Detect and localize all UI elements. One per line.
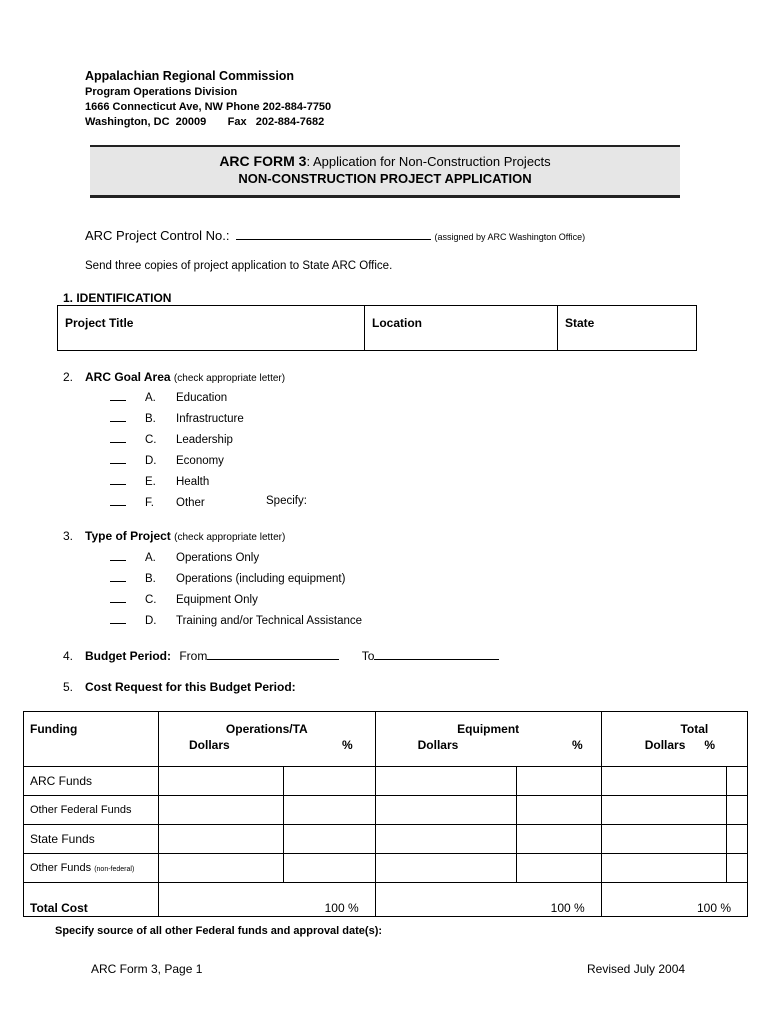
- equip-dollars-cell[interactable]: [375, 825, 516, 854]
- equip-dollars-cell[interactable]: [375, 796, 516, 825]
- row-label: State Funds: [24, 825, 159, 854]
- checkbox-blank[interactable]: [110, 550, 126, 561]
- identification-table: [57, 305, 697, 351]
- checkbox-blank[interactable]: [110, 592, 126, 603]
- revision-date: Revised July 2004: [587, 962, 686, 976]
- table-row: [24, 796, 748, 825]
- ops-total-percent: 100 %: [159, 883, 376, 917]
- page-footer: ARC Form 3, Page 1: [91, 962, 203, 976]
- equip-percent-cell[interactable]: [516, 767, 601, 796]
- equipment-header: Equipment Dollars %: [375, 712, 601, 767]
- equip-percent-cell[interactable]: [516, 854, 601, 883]
- row-label: Other Funds (non-federal): [24, 854, 159, 883]
- ops-percent-cell[interactable]: [284, 825, 376, 854]
- project-control-label: ARC Project Control No.:: [85, 228, 230, 243]
- total-header: Total Dollars %: [601, 712, 747, 767]
- project-title-label: Project Title: [65, 316, 134, 330]
- state-cell[interactable]: [558, 306, 697, 351]
- goal-area-heading: 2. ARC Goal Area (check appropriate letter): [63, 370, 286, 384]
- checkbox-blank[interactable]: [110, 411, 126, 422]
- specify-source-label: Specify source of all other Federal funds and approval date(s):: [55, 925, 383, 937]
- project-control-row: [85, 227, 585, 243]
- ops-dollars-cell[interactable]: [159, 825, 284, 854]
- funding-header: Funding: [24, 712, 159, 767]
- total-dollars-cell[interactable]: [601, 854, 726, 883]
- checkbox-blank[interactable]: [110, 571, 126, 582]
- project-title-cell[interactable]: [58, 306, 365, 351]
- to-label: To: [361, 649, 375, 663]
- total-percent-cell[interactable]: [726, 767, 747, 796]
- total-percent-cell[interactable]: [726, 796, 747, 825]
- from-label: From: [179, 649, 208, 663]
- checkbox-blank[interactable]: [110, 613, 126, 624]
- type-option[interactable]: C. Equipment Only: [110, 592, 258, 606]
- division-name: Program Operations Division: [85, 86, 238, 98]
- table-row: [24, 767, 748, 796]
- checkbox-blank[interactable]: [110, 453, 126, 464]
- goal-option[interactable]: F. Other: [110, 495, 205, 509]
- goal-option[interactable]: D. Economy: [110, 453, 224, 467]
- goal-option[interactable]: C. Leadership: [110, 432, 233, 446]
- total-dollars-cell[interactable]: [601, 825, 726, 854]
- checkbox-blank[interactable]: [110, 432, 126, 443]
- ops-percent-cell[interactable]: [284, 796, 376, 825]
- specify-label: Specify:: [266, 495, 307, 507]
- instructions-text: Send three copies of project application to State ARC Office.: [85, 260, 393, 272]
- ops-dollars-cell[interactable]: [159, 854, 284, 883]
- total-dollars-cell[interactable]: [601, 767, 726, 796]
- location-label: Location: [372, 316, 422, 330]
- table-row: [24, 854, 748, 883]
- equip-percent-cell[interactable]: [516, 796, 601, 825]
- identification-heading: 1. IDENTIFICATION: [63, 291, 172, 305]
- row-label: ARC Funds: [24, 767, 159, 796]
- type-option[interactable]: A. Operations Only: [110, 550, 259, 564]
- total-percent-cell[interactable]: [726, 825, 747, 854]
- grand-total-percent: 100 %: [601, 883, 747, 917]
- cost-table: [23, 711, 748, 917]
- checkbox-blank[interactable]: [110, 390, 126, 401]
- equip-dollars-cell[interactable]: [375, 767, 516, 796]
- to-date-field[interactable]: [374, 647, 499, 660]
- city-fax-line: Washington, DC 20009 Fax 202-884-7682: [85, 116, 325, 128]
- ops-dollars-cell[interactable]: [159, 767, 284, 796]
- total-cost-label: Total Cost: [24, 883, 159, 917]
- row-label: Other Federal Funds: [24, 796, 159, 825]
- equip-percent-cell[interactable]: [516, 825, 601, 854]
- cost-request-heading: 5. Cost Request for this Budget Period:: [63, 680, 296, 694]
- ops-percent-cell[interactable]: [284, 854, 376, 883]
- address-line: 1666 Connecticut Ave, NW Phone 202-884-7750: [85, 101, 332, 113]
- type-option[interactable]: D. Training and/or Technical Assistance: [110, 613, 362, 627]
- total-percent-cell[interactable]: [726, 854, 747, 883]
- state-label: State: [565, 316, 595, 330]
- goal-option[interactable]: B. Infrastructure: [110, 411, 244, 425]
- budget-period-row: 4. Budget Period: From To: [63, 647, 499, 663]
- checkbox-blank[interactable]: [110, 495, 126, 506]
- equip-dollars-cell[interactable]: [375, 854, 516, 883]
- total-row: [24, 883, 748, 917]
- total-dollars-cell[interactable]: [601, 796, 726, 825]
- from-date-field[interactable]: [207, 647, 339, 660]
- goal-option[interactable]: E. Health: [110, 474, 209, 488]
- organization-name: Appalachian Regional Commission: [85, 69, 295, 83]
- type-option[interactable]: B. Operations (including equipment): [110, 571, 345, 585]
- ops-percent-cell[interactable]: [284, 767, 376, 796]
- goal-option[interactable]: A. Education: [110, 390, 227, 404]
- operations-header: Operations/TA Dollars %: [159, 712, 376, 767]
- checkbox-blank[interactable]: [110, 474, 126, 485]
- project-control-field[interactable]: [236, 227, 431, 240]
- project-type-heading: 3. Type of Project (check appropriate letter): [63, 529, 286, 543]
- location-cell[interactable]: [365, 306, 558, 351]
- form-subtitle: NON-CONSTRUCTION PROJECT APPLICATION: [238, 171, 532, 186]
- project-control-note: (assigned by ARC Washington Office): [434, 232, 586, 242]
- table-row: [24, 825, 748, 854]
- form-title-box: [90, 145, 680, 198]
- ops-dollars-cell[interactable]: [159, 796, 284, 825]
- equip-total-percent: 100 %: [375, 883, 601, 917]
- form-title: ARC FORM 3: Application for Non-Construction Projects: [219, 153, 551, 169]
